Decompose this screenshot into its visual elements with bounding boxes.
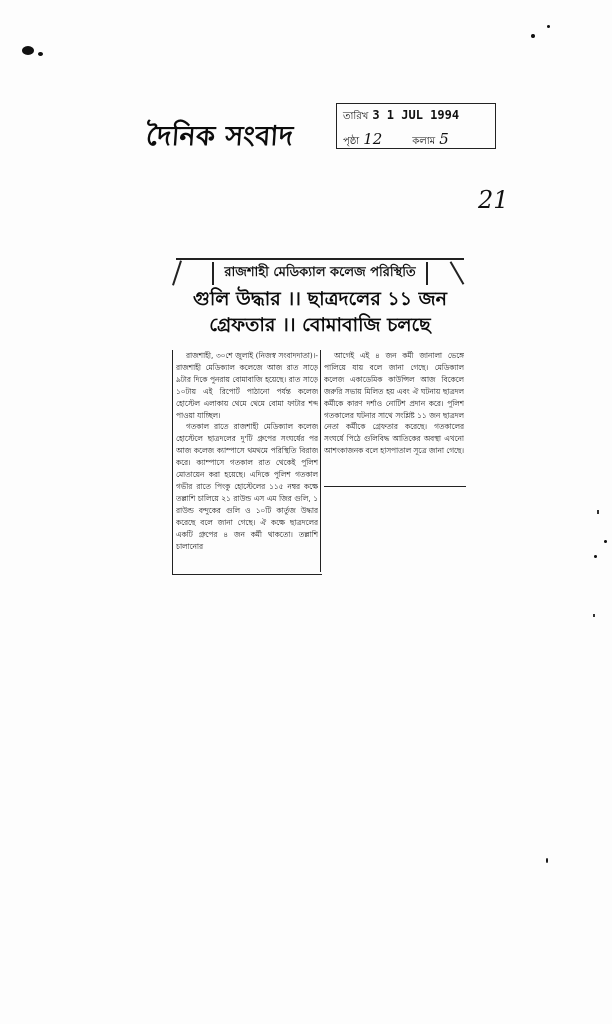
- kicker-row: [176, 258, 464, 286]
- column-rule: [320, 350, 321, 572]
- margin-mark: [597, 510, 599, 514]
- stamp-page-label: পৃষ্ঠা: [343, 136, 360, 147]
- clipping-stamp-box: [336, 103, 496, 149]
- stamp-date-value: 3 1 JUL 1994: [372, 108, 460, 122]
- scan-speck: [531, 34, 535, 38]
- article-column-right: [324, 350, 464, 480]
- article-column-left: [176, 350, 318, 574]
- article-paragraph: গতকাল রাতে রাজশাহী মেডিক্যাল কলেজ হোস্টেলে ছাত্রদলের দু'টি গ্রুপের সংঘর্ষের পর আজ কলেজ ক্যাম্পাসে থমথমে পরিস্থিতি বিরাজ করে। ক্যাম্পাসে গতকাল রাত থেকেই পুলিশ মোতায়েন করা হয়েছে। এদিকে পুলিশ গতকাল গভীর রাতে পিংকু হোস্টেলের ১১৫ নম্বর কক্ষে তল্লাশি চালিয়ে ২১ রাউন্ড এস এম জির গুলি, ১ রাউন্ড বন্দুকের গুলি ও ১০টি কার্তুজ উদ্ধার করেছে বলে জানা গেছে। ঐ কক্ষে ছাত্রদলের একটি গ্রুপের ৪ জন কর্মী থাকতো। তল্লাশি চালানোর: [176, 422, 318, 551]
- scan-speck: [546, 858, 548, 863]
- article-paragraph: আগেই এই ৪ জন কর্মী জানালা ভেঙ্গে পালিয়ে যায় বলে জানা গেছে। মেডিক্যাল কলেজ একাডেমিক কাউন্সিল আজ বিকেলে জরুরি সভায় মিলিত হয় এবং ঐ ঘটনায় ছাত্রদল কর্মীকে কারণ দর্শাও নোটিশ প্রদান করে। পুলিশ গতকালের ঘটনার সাথে সংশ্লিষ্ট ১১ জন ছাত্রদল নেতা কর্মীকে গ্রেফতার করেছে। গতকালের সংঘর্ষে পিঠে গুলিবিদ্ধ আতিকের অবস্থা এখনো আশংকাজনক বলে হাসপাতাল সূত্রে জানা গেছে।: [324, 351, 464, 456]
- archive-page-number: 21: [478, 186, 509, 214]
- headline-line-1: গুলি উদ্ধার ।। ছাত্রদলের ১১ জন: [192, 288, 447, 310]
- scan-speck: [38, 52, 43, 56]
- news-clipping: [172, 258, 468, 580]
- clipping-bottom-rule: [324, 486, 466, 487]
- article-paragraph: রাজশাহী, ৩০শে জুলাই (নিজস্ব সংবাদদাতা)।- রাজশাহী মেডিক্যাল কলেজে আজ রাত সাড়ে ৯টার দিকে পুনরায় বোমাবাজি হয়েছে। রাত সাড়ে ১০টায় এই রিপোর্ট পাঠানো পর্যন্ত কলেজ হোস্টেল এলাকায় থেমে থেমে বোমা ফাটার শব্দ পাওয়া যাচ্ছিল।: [176, 351, 318, 420]
- margin-mark: [593, 614, 595, 617]
- clipping-bottom-rule-left: [172, 574, 322, 575]
- newspaper-masthead: দৈনিক সংবাদ: [145, 121, 295, 152]
- scan-speck: [547, 25, 550, 28]
- scan-speck: [594, 555, 597, 558]
- stamp-date-label: তারিখ: [343, 111, 369, 122]
- stamp-page-value: 12: [363, 130, 383, 148]
- stamp-column-label: কলাম: [412, 136, 436, 147]
- clipping-edge-rule: [172, 350, 173, 574]
- scan-speck: [22, 46, 34, 55]
- article-kicker: রাজশাহী মেডিক্যাল কলেজ পরিস্থিতি: [212, 262, 427, 285]
- scan-speck: [604, 540, 607, 543]
- stamp-column-value: 5: [439, 130, 449, 148]
- article-headline: [172, 286, 468, 338]
- headline-line-2: গ্রেফতার ।। বোমাবাজি চলছে: [209, 314, 431, 336]
